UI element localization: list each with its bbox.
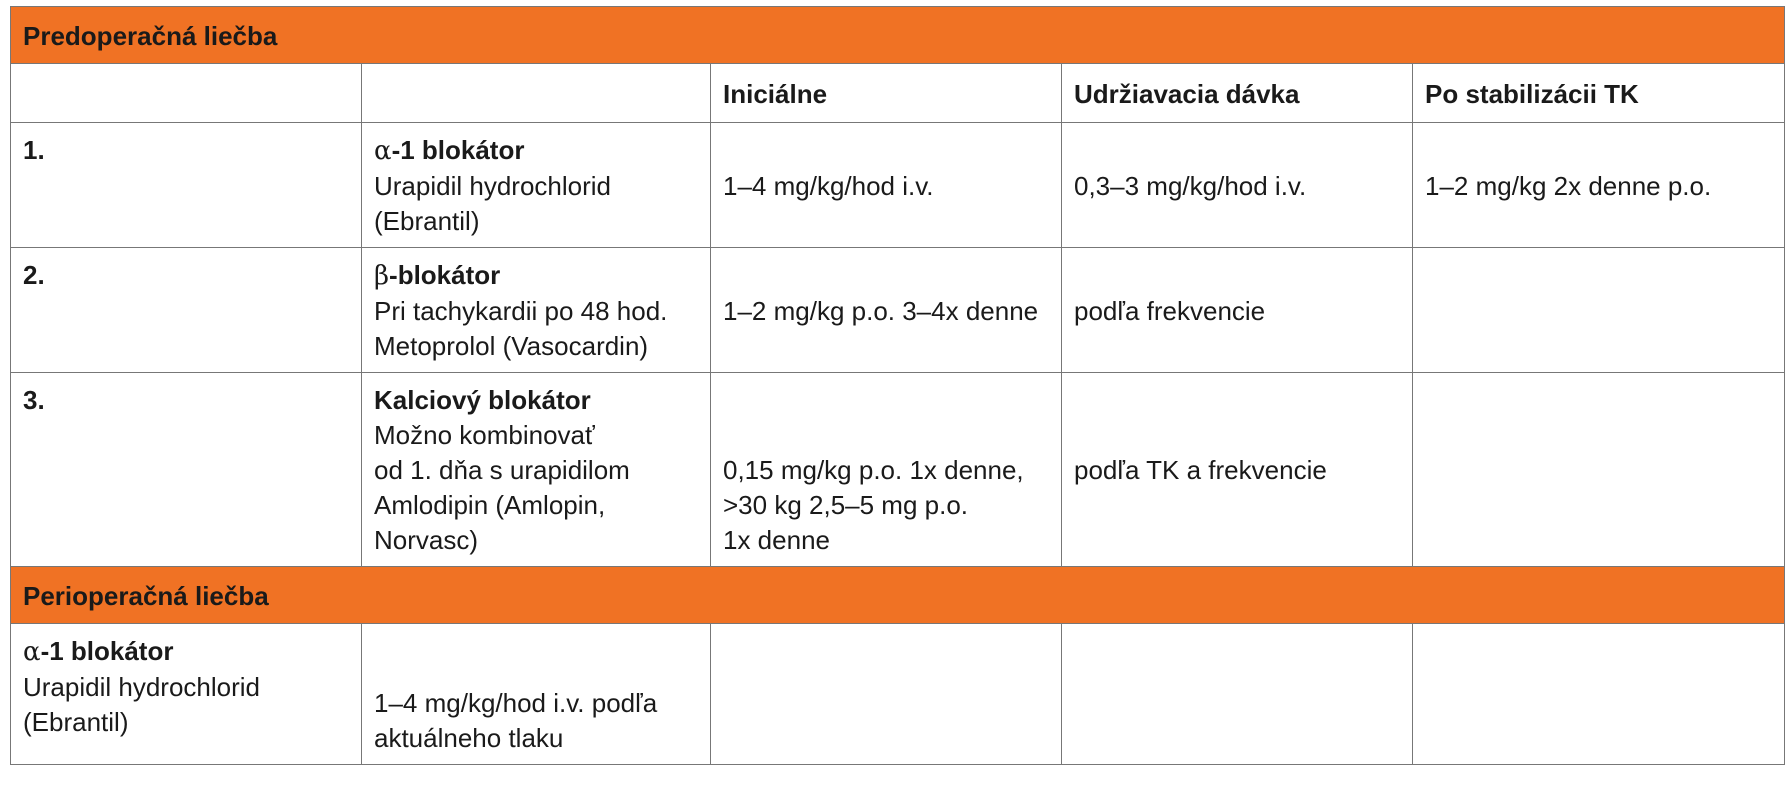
column-header-row — [11, 64, 1785, 123]
drug-cell — [362, 248, 711, 373]
maintenance-dose: podľa frekvencie — [1062, 248, 1413, 373]
drug-detail: Metoprolol (Vasocardin) — [374, 331, 649, 361]
after-stabilization-dose — [1413, 248, 1785, 373]
after-stabilization-dose: 1–2 mg/kg 2x denne p.o. — [1413, 123, 1785, 248]
drug-cell — [362, 373, 711, 567]
empty-cell — [711, 624, 1062, 765]
row-number: 3. — [11, 373, 362, 567]
drug-detail: Pri tachykardii po 48 hod. — [374, 296, 668, 326]
column-header-initial: Iniciálne — [711, 64, 1062, 123]
drug-detail: Norvasc) — [374, 525, 479, 555]
drug-detail: Možno kombinovať — [374, 420, 595, 450]
empty-cell — [1062, 624, 1413, 765]
row-number: 2. — [11, 248, 362, 373]
initial-dose: 1–2 mg/kg p.o. 3–4x denne — [711, 248, 1062, 373]
dose-cell: 1–4 mg/kg/hod i.v. podľa aktuálneho tlaku — [362, 624, 711, 765]
initial-dose: 1–4 mg/kg/hod i.v. — [711, 123, 1062, 248]
column-header-after-stabilization: Po stabilizácii TK — [1413, 64, 1785, 123]
column-header-empty — [362, 64, 711, 123]
empty-cell — [1413, 624, 1785, 765]
drug-detail: od 1. dňa s urapidilom — [374, 455, 630, 485]
drug-detail: Urapidil hydrochlorid — [23, 672, 260, 702]
drug-class: Kalciový blokátor — [374, 385, 591, 415]
row-number: 1. — [11, 123, 362, 248]
maintenance-dose: 0,3–3 mg/kg/hod i.v. — [1062, 123, 1413, 248]
table-row — [11, 624, 1785, 765]
drug-detail: Urapidil hydrochlorid — [374, 171, 611, 201]
section-title: Perioperačná liečba — [11, 567, 1785, 624]
after-stabilization-dose — [1413, 373, 1785, 567]
column-header-maintenance: Udržiavacia dávka — [1062, 64, 1413, 123]
table-row — [11, 123, 1785, 248]
drug-detail: Amlodipin (Amlopin, — [374, 490, 606, 520]
section-header-preoperative — [11, 7, 1785, 64]
drug-cell — [362, 123, 711, 248]
section-title: Predoperačná liečba — [11, 7, 1785, 64]
drug-cell — [11, 624, 362, 765]
drug-detail: (Ebrantil) — [23, 707, 129, 737]
drug-class: α-1 blokátor — [23, 636, 174, 667]
table-row — [11, 373, 1785, 567]
drug-class: α-1 blokátor — [374, 135, 525, 166]
dosage-table-container — [10, 6, 1784, 765]
section-header-perioperative — [11, 567, 1785, 624]
maintenance-dose: podľa TK a frekvencie — [1062, 373, 1413, 567]
column-header-empty — [11, 64, 362, 123]
drug-class: β-blokátor — [374, 260, 501, 291]
initial-dose: 0,15 mg/kg p.o. 1x denne, >30 kg 2,5–5 mg p.o. 1x denne — [711, 373, 1062, 567]
table-row — [11, 248, 1785, 373]
drug-detail: (Ebrantil) — [374, 206, 480, 236]
dosage-table — [10, 6, 1785, 765]
